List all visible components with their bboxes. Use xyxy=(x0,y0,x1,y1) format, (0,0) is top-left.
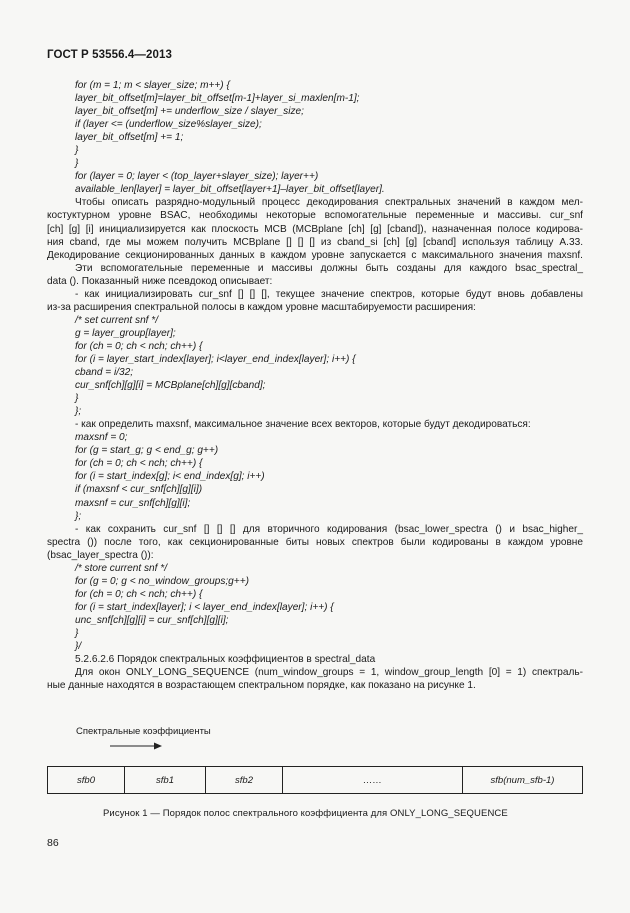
code-line: for (g = start_g; g < end_g; g++) xyxy=(75,445,219,457)
table-cell: …… xyxy=(283,767,463,793)
code-line: g = layer_group[layer]; xyxy=(75,327,176,339)
text-line: (bsac_layer_spectra ()): xyxy=(47,549,154,561)
document-header: ГОСТ Р 53556.4—2013 xyxy=(47,49,172,61)
code-line: } xyxy=(75,145,79,157)
text-line: - как инициализировать cur_snf [] [] [], текущее значение спектров, которые будут вновь добавлены xyxy=(75,288,583,300)
arrow-right-icon xyxy=(110,741,162,751)
code-line: for (m = 1; m < slayer_size; m++) { xyxy=(75,80,230,91)
code-line: for (i = layer_start_index[layer]; i<layer_end_index[layer]; i++) { xyxy=(75,353,356,365)
code-line: for (g = 0; g < no_window_groups;g++) xyxy=(75,575,249,587)
code-line: } xyxy=(75,393,79,405)
code-line: if (layer <= (underflow_size%slayer_size); xyxy=(75,119,262,131)
text-line: Декодирование секционированных данных в каждом уровне запускается с максимального значения maxsnf. xyxy=(47,249,583,261)
code-line: }/ xyxy=(75,641,82,653)
code-line: cur_snf[ch][g][i] = MCBplane[ch][g][cband]; xyxy=(75,380,266,392)
code-line: for (ch = 0; ch < nch; ch++) { xyxy=(75,458,203,470)
text-line: [ch] [g] [i] инициализируется как плоскость MCB (MCBplane [ch] [g] [cband]), назначенная полосе кодирова- xyxy=(47,223,583,235)
code-line: layer_bit_offset[m]=layer_bit_offset[m-1]+layer_si_maxlen[m-1]; xyxy=(75,93,360,105)
text-line: из-за расширения спектральной полосы в каждом уровне масштабируемости расширения: xyxy=(47,301,476,313)
text-line: костуктурном уровне BSAC, необходимы некоторые вспомогательные переменные и массивы. cur_snf xyxy=(47,210,583,222)
code-line: maxsnf = 0; xyxy=(75,432,128,444)
text-line: Для окон ONLY_LONG_SEQUENCE (num_window_groups = 1, window_group_length [0] = 1) спектраль- xyxy=(75,667,583,679)
code-line: /* set current snf */ xyxy=(75,314,159,326)
text-line: Чтобы описать разрядно-модульный процесс декодирования спектральных значений в каждом мел- xyxy=(75,197,583,209)
code-line: for (layer = 0; layer < (top_layer+slayer_size); layer++) xyxy=(75,171,319,183)
document-body xyxy=(47,79,583,692)
code-line: } xyxy=(75,158,79,170)
page-number: 86 xyxy=(47,837,59,849)
code-line: for (ch = 0; ch < nch; ch++) { xyxy=(75,588,203,600)
code-line: unc_snf[ch][g][i] = cur_snf[ch][g][i]; xyxy=(75,614,229,626)
code-line: cband = i/32; xyxy=(75,367,134,379)
table-cell: sfb1 xyxy=(125,767,206,793)
code-line: }; xyxy=(75,406,82,418)
table-cell: sfb0 xyxy=(48,767,125,793)
code-line: for (ch = 0; ch < nch; ch++) { xyxy=(75,340,203,352)
table-cell: sfb2 xyxy=(206,767,283,793)
code-line: if (maxsnf < cur_snf[ch][g][i]) xyxy=(75,484,203,496)
text-line: Эти вспомогательные переменные и массивы должны быть созданы для каждого bsac_spectral_ xyxy=(75,262,583,274)
table-cell: sfb(num_sfb-1) xyxy=(490,774,555,786)
text-line: data (). Показанный ниже псевдокод описывает: xyxy=(47,275,273,287)
text-line: ные данные находятся в возрастающем спектральном порядке, как показано на рисунке 1. xyxy=(47,680,476,692)
text-line: 5.2.6.2.6 Порядок спектральных коэффициентов в spectral_data xyxy=(75,654,376,666)
code-line: }; xyxy=(75,510,82,522)
figure-caption: Рисунок 1 — Порядок полос спектрального коэффициента для ONLY_LONG_SEQUENCE xyxy=(103,808,508,819)
code-line: for (i = start_index[layer]; i < layer_end_index[layer]; i++) { xyxy=(75,601,334,613)
figure-title: Спектральные коэффициенты xyxy=(76,726,211,737)
text-line: ния cband, где мы можем получить MCBplane [] [] [] из cband_si [ch] [g] [cband] используя таблицу А.33. xyxy=(47,236,583,248)
code-line: /* store current snf */ xyxy=(75,562,168,574)
code-line: available_len[layer] = layer_bit_offset[layer+1]–layer_bit_offset[layer]. xyxy=(75,184,385,196)
text-line: spectra ()) после того, как секционированные биты новых спектров были кодированы в каждом уровне xyxy=(47,536,583,548)
code-line: for (i = start_index[g]; i< end_index[g]; i++) xyxy=(75,471,265,483)
code-line: } xyxy=(75,627,79,639)
code-line: layer_bit_offset[m] += underflow_size / slayer_size; xyxy=(75,106,304,118)
text-line: - как определить maxsnf, максимальное значение всех векторов, которые будут декодироваться: xyxy=(75,419,531,431)
code-line: layer_bit_offset[m] += 1; xyxy=(75,132,184,144)
code-line: maxsnf = cur_snf[ch][g][i]; xyxy=(75,497,191,509)
spectral-table xyxy=(47,766,583,794)
text-line: - как сохранить cur_snf [] [] [] для вторичного кодирования (bsac_lower_spectra () и bsac_higher_ xyxy=(75,523,583,535)
